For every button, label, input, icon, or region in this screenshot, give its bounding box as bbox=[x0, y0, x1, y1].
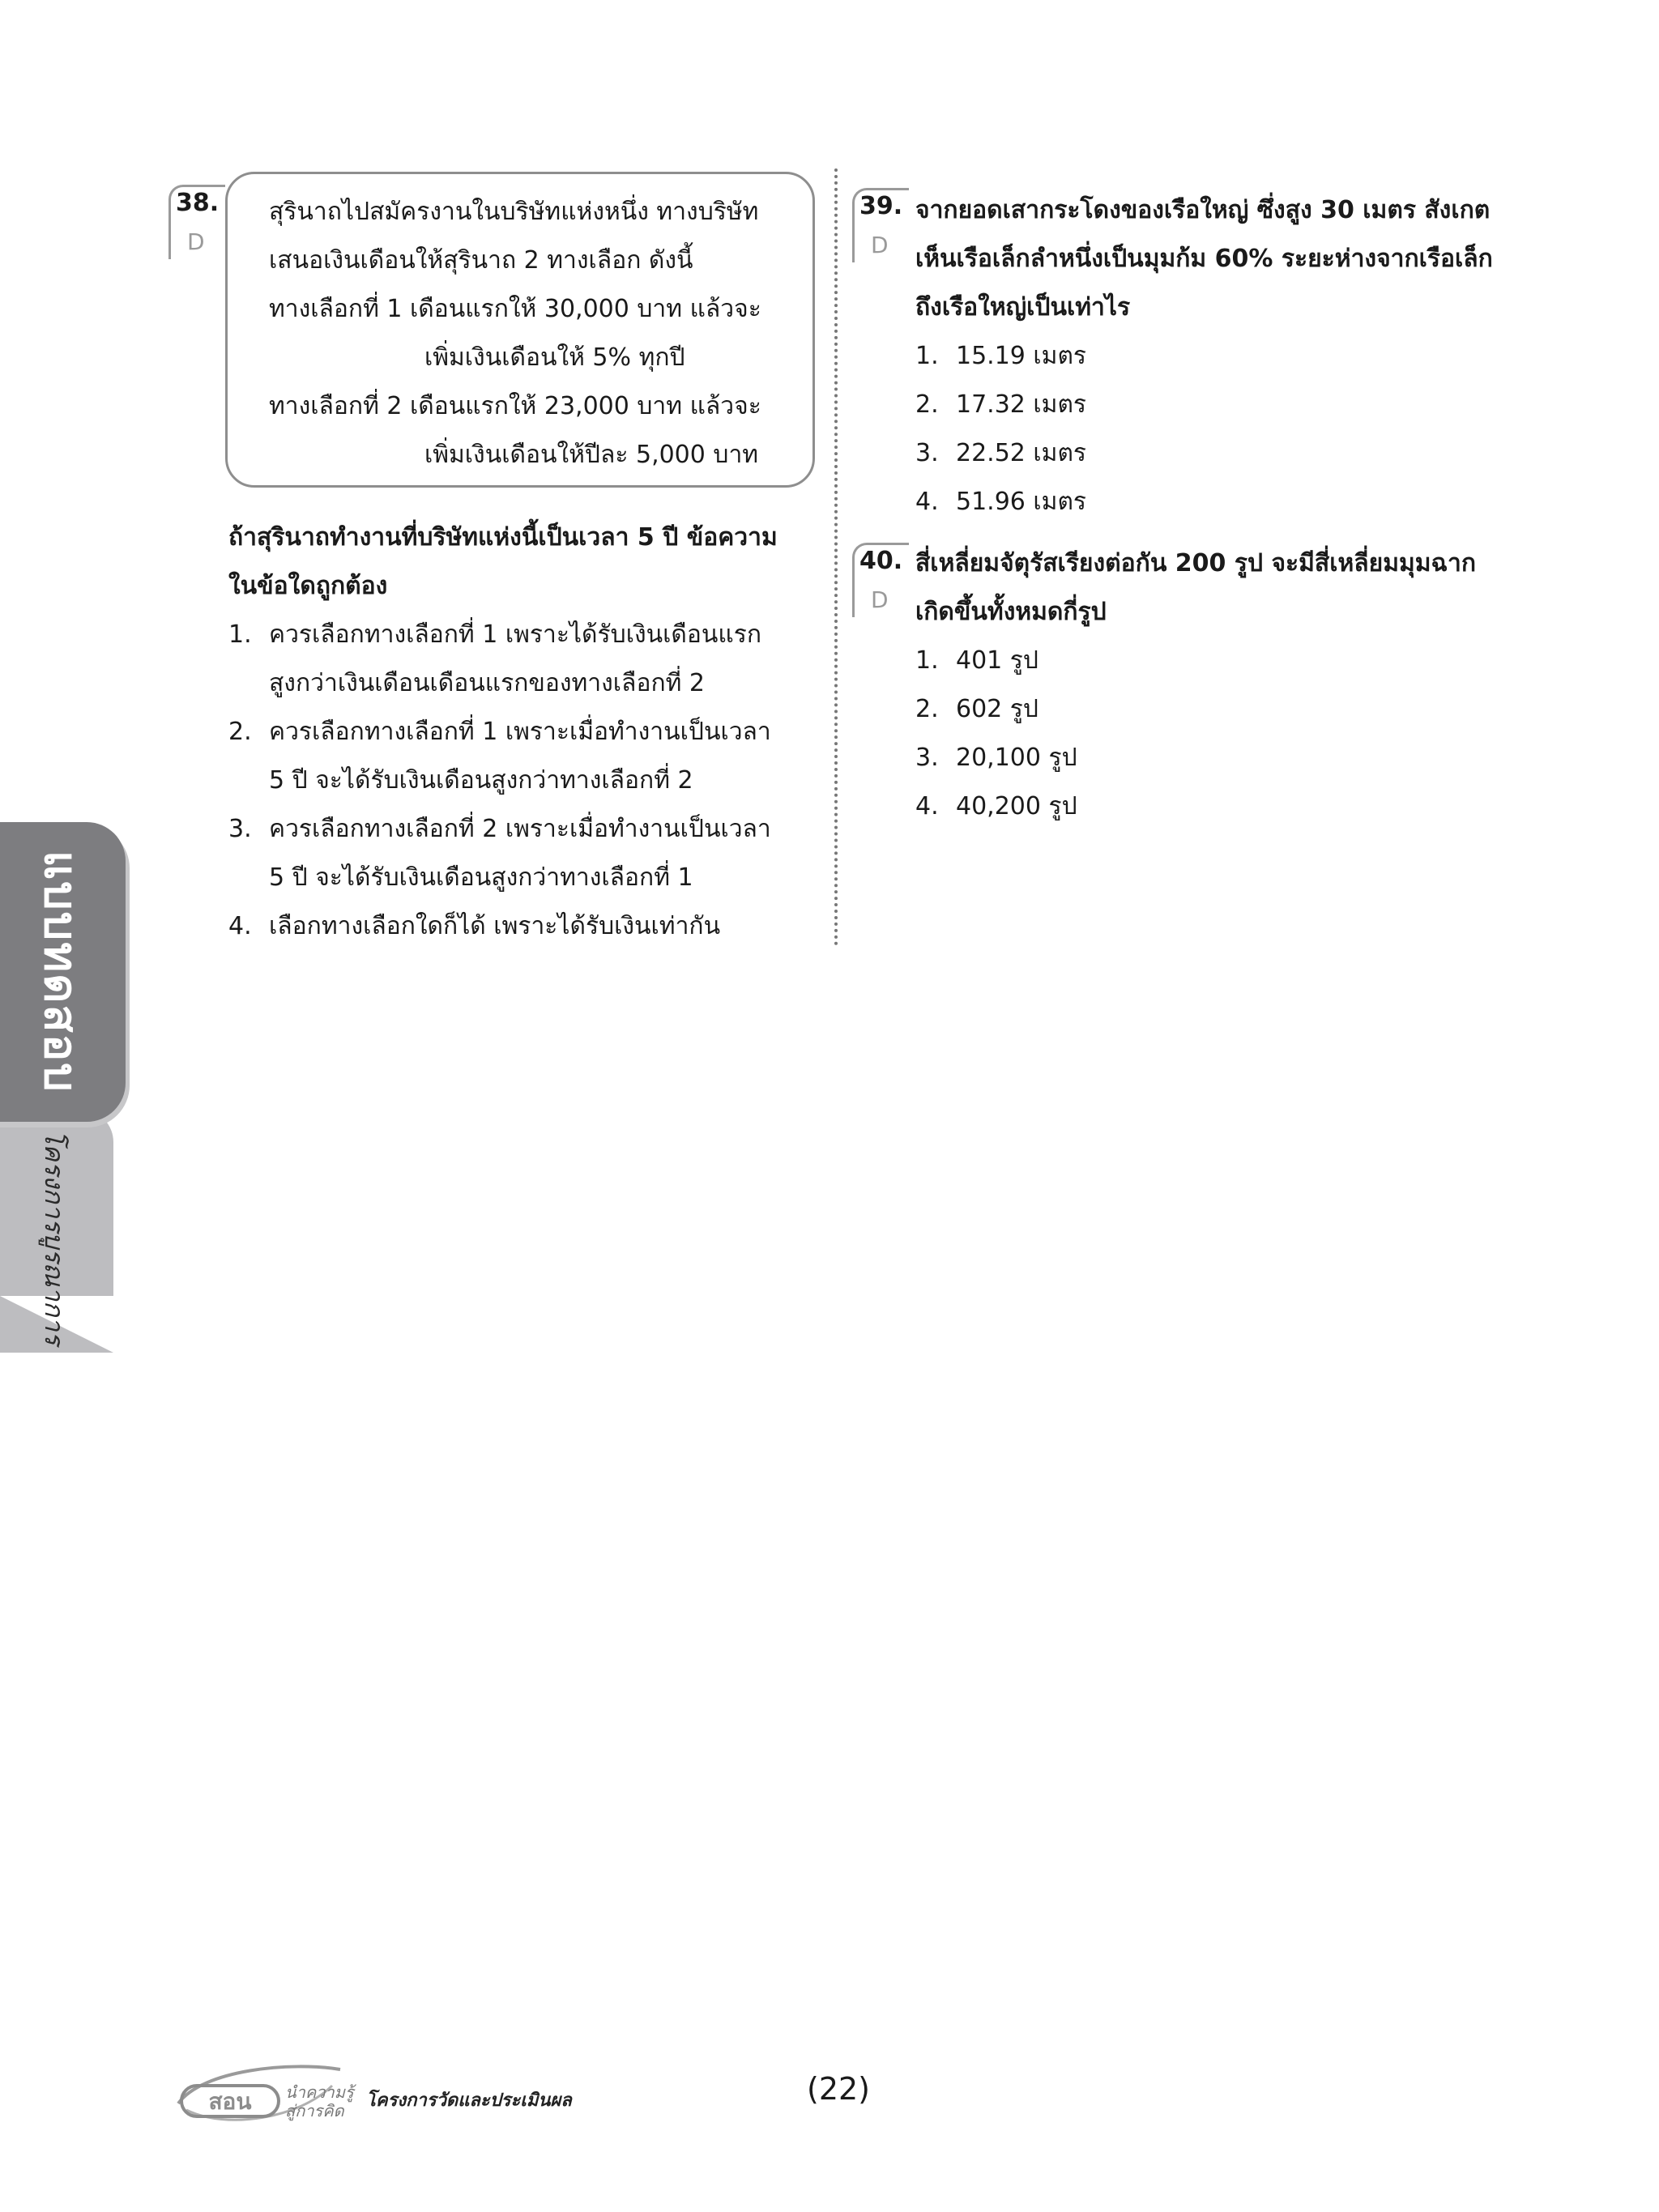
footer-logo-lettering: สอน bbox=[208, 2088, 252, 2115]
q39-option-3-number[interactable]: 3. bbox=[915, 439, 939, 467]
question-38-level: D bbox=[187, 228, 205, 255]
question-40-level: D bbox=[871, 586, 889, 613]
q38-option-3-line-1[interactable]: ควรเลือกทางเลือกที่ 2 เพราะเมื่อทำงานเป็นเวลา bbox=[269, 815, 771, 843]
q39-option-1-text[interactable]: 15.19 เมตร bbox=[956, 342, 1087, 370]
footer-organization: โครงการวัดและประเมินผล bbox=[366, 2091, 572, 2111]
q39-option-3-text[interactable]: 22.52 เมตร bbox=[956, 439, 1087, 467]
question-40-number: 40. bbox=[859, 547, 903, 575]
q38-option-4-line-1[interactable]: เลือกทางเลือกใดก็ได้ เพราะได้รับเงินเท่ากัน bbox=[269, 912, 721, 940]
q39-option-2-number[interactable]: 2. bbox=[915, 390, 939, 419]
q38-option-1-line-2[interactable]: สูงกว่าเงินเดือนเดือนแรกของทางเลือกที่ 2 bbox=[269, 669, 706, 697]
q38-option-4-number[interactable]: 4. bbox=[228, 912, 252, 940]
q40-option-2-text[interactable]: 602 รูป bbox=[956, 695, 1038, 723]
footer-slogan-line-2: สู่การคิด bbox=[285, 2101, 344, 2120]
q38-question-line-1: ถ้าสุรินาถทำงานที่บริษัทแห่งนี้เป็นเวลา 5 ปี ข้อความ bbox=[228, 523, 778, 552]
q39-option-4-number[interactable]: 4. bbox=[915, 488, 939, 516]
question-38-number-badge bbox=[168, 185, 225, 259]
q39-option-2-text[interactable]: 17.32 เมตร bbox=[956, 390, 1087, 419]
q38-box-line-1: สุรินาถไปสมัครงานในบริษัทแห่งหนึ่ง ทางบริษัท bbox=[269, 198, 759, 226]
question-40-number-badge bbox=[852, 543, 909, 617]
q38-box-line-4: เพิ่มเงินเดือนให้ 5% ทุกปี bbox=[424, 343, 685, 372]
question-39-level: D bbox=[871, 232, 889, 258]
q40-option-4-number[interactable]: 4. bbox=[915, 792, 939, 820]
q38-option-2-line-1[interactable]: ควรเลือกทางเลือกที่ 1 เพราะเมื่อทำงานเป็นเวลา bbox=[269, 718, 771, 746]
q39-question-line-1: จากยอดเสากระโดงของเรือใหญ่ ซึ่งสูง 30 เมตร สังเกต bbox=[915, 196, 1491, 224]
q38-option-2-line-2[interactable]: 5 ปี จะได้รับเงินเดือนสูงกว่าทางเลือกที่ 2 bbox=[269, 766, 693, 795]
side-tab-sub-label: โครงการบูรณาการ bbox=[39, 1130, 70, 1345]
q38-box-line-3: ทางเลือกที่ 1 เดือนแรกให้ 30,000 บาท แล้วจะ bbox=[269, 295, 761, 323]
footer-slogan-line-1: นำความรู้ bbox=[285, 2082, 354, 2102]
question-39-number: 39. bbox=[859, 192, 903, 220]
q39-question-line-3: ถึงเรือใหญ่เป็นเท่าไร bbox=[915, 293, 1131, 322]
q38-box-line-2: เสนอเงินเดือนให้สุรินาถ 2 ทางเลือก ดังนี้ bbox=[269, 246, 693, 275]
q40-question-line-2: เกิดขึ้นทั้งหมดกี่รูป bbox=[915, 598, 1107, 626]
question-38-number: 38. bbox=[176, 189, 220, 217]
q38-option-2-number[interactable]: 2. bbox=[228, 718, 252, 746]
q38-option-3-number[interactable]: 3. bbox=[228, 815, 252, 843]
q40-question-line-1: สี่เหลี่ยมจัตุรัสเรียงต่อกัน 200 รูป จะมีสี่เหลี่ยมมุมฉาก bbox=[915, 549, 1476, 578]
q40-option-1-number[interactable]: 1. bbox=[915, 646, 939, 675]
q40-option-3-text[interactable]: 20,100 รูป bbox=[956, 744, 1077, 772]
question-39-number-badge bbox=[852, 188, 909, 262]
q40-option-4-text[interactable]: 40,200 รูป bbox=[956, 792, 1077, 820]
page-number: (22) bbox=[807, 2071, 871, 2107]
q38-question-line-2: ในข้อใดถูกต้อง bbox=[228, 572, 388, 600]
q39-option-1-number[interactable]: 1. bbox=[915, 342, 939, 370]
q40-option-3-number[interactable]: 3. bbox=[915, 744, 939, 772]
column-divider bbox=[834, 168, 838, 946]
q40-option-2-number[interactable]: 2. bbox=[915, 695, 939, 723]
q38-option-1-number[interactable]: 1. bbox=[228, 620, 252, 649]
q38-box-line-5: ทางเลือกที่ 2 เดือนแรกให้ 23,000 บาท แล้วจะ bbox=[269, 392, 761, 420]
q39-question-line-2: เห็นเรือเล็กลำหนึ่งเป็นมุมก้ม 60% ระยะห่างจากเรือเล็ก bbox=[915, 245, 1493, 273]
side-tab-main-label: แบบทดสอบ bbox=[34, 850, 87, 1093]
q38-box-line-6: เพิ่มเงินเดือนให้ปีละ 5,000 บาท bbox=[424, 441, 759, 469]
q38-option-3-line-2[interactable]: 5 ปี จะได้รับเงินเดือนสูงกว่าทางเลือกที่ 1 bbox=[269, 863, 693, 892]
q38-option-1-line-1[interactable]: ควรเลือกทางเลือกที่ 1 เพราะได้รับเงินเดือนแรก bbox=[269, 620, 761, 649]
q40-option-1-text[interactable]: 401 รูป bbox=[956, 646, 1038, 675]
q39-option-4-text[interactable]: 51.96 เมตร bbox=[956, 488, 1087, 516]
